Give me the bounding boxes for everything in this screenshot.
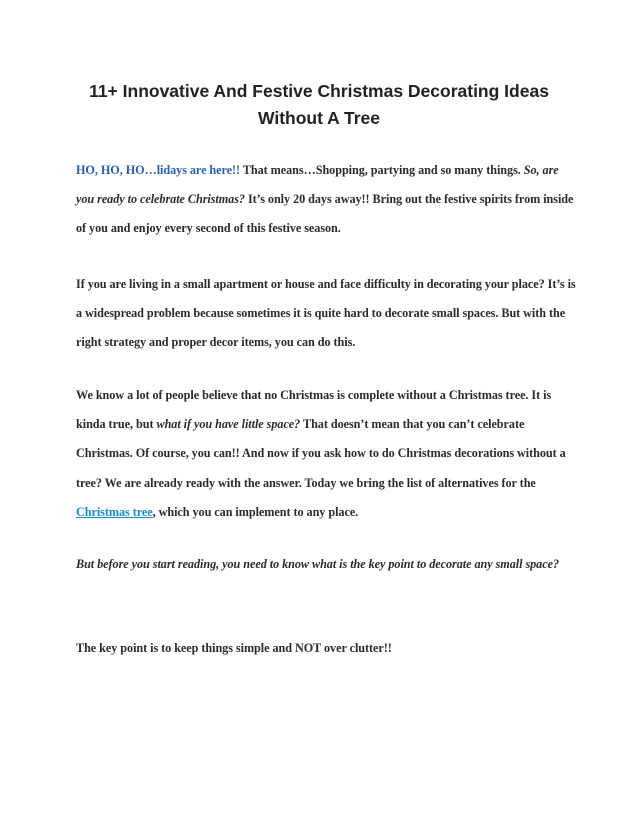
tree-text-a: We know a lot of people believe that no Christmas is complete without a Christmas tree. It is kinda true, but [76,388,552,432]
paragraph-intro [76,156,576,244]
intro-text-a: That means…Shopping, partying and so many things. [240,163,524,177]
tree-text-c: , which you can implement to any place. [152,504,359,519]
document-title: 11+ Innovative And Festive Christmas Decorating Ideas Without A Tree [89,81,549,128]
paragraph-key-point: The key point is to keep things simple and NOT over clutter!! [76,641,392,655]
intro-highlight-text: HO, HO, HO…lidays are here!! [76,163,241,177]
paragraph-small-spaces: If you are living in a small apartment or house and face difficulty in decorating your place? It’s is a widespread problem because sometimes it is quite hard to decorate small spaces. But with the right strategy and proper decor items, you can do this. [76,277,576,350]
intro-text-b: It’s only 20 days away!! Bring out the festive spirits from inside of you and enjoy every second of this festive season. [76,192,574,236]
paragraph-christmas-tree [76,381,576,527]
paragraph-key-question: But before you start reading, you need to know what is the key point to decorate any small space? [76,557,559,571]
intro-italic-text: So, are you ready to celebrate Christmas? [76,163,559,207]
tree-italic-text: what if you have little space? [156,417,301,432]
tree-text-b: That doesn’t mean that you can’t celebrate Christmas. Of course, you can!! And now if you ask how to do Christmas decorations without a tree? We are already ready with the answer. Today we bring the list of alternatives for the [76,417,566,490]
christmas-tree-link[interactable]: Christmas tree [76,504,153,519]
